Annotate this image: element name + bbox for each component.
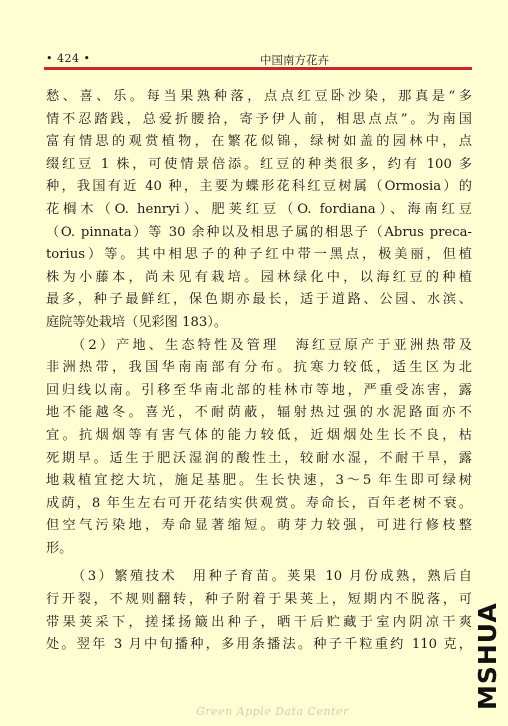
text-line: （O. pinnata）等 30 余种以及相思子属的相思子（Abrus preca- (46, 224, 472, 240)
side-logo (469, 602, 503, 714)
text-line: 庭院等处栽培（见彩图 183）。 (46, 314, 228, 330)
text-line: 愁、喜、乐。每当果熟种落，点点红豆卧沙染，那真是“多 (46, 89, 472, 104)
text-line: 地栽植宜挖大坑，施足基肥。生长快速，3～5 年生即可绿树 (46, 473, 472, 489)
text-line: 形。 (46, 540, 73, 556)
paragraph-3 (46, 566, 472, 656)
text-line: （3）繁殖技术 用种子育苗。荚果 10 月份成熟，熟后自 (72, 569, 472, 585)
body-text (46, 86, 472, 657)
text-line: 最多，种子最鲜红，保色期亦最长，适于道路、公园、水滨、 (46, 292, 472, 308)
text-line: 行开裂，不规则翻转，种子附着于果荚上，短期内不脱落，可 (46, 592, 472, 608)
text-line: 非洲热带，我国华南南部有分布。抗寒力较低，适生区为北 (46, 360, 472, 376)
text-line: 株为小藤本，尚未见有栽培。园林绿化中，以海红豆的种植 (46, 269, 472, 285)
text-line: （2）产地、生态特性及管理 海红豆原产于亚洲热带及 (72, 337, 472, 353)
paragraph-1 (46, 86, 472, 335)
text-line: 情不忍踏践，总爱折腰拾，寄予伊人前，相思点点”。为南国 (46, 111, 472, 127)
text-line: 成荫，8 年生左右可开花结实供观赏。寿命长，百年老树不衰。 (46, 495, 472, 511)
text-line: 富有情思的观赏植物，在繁花似锦，绿树如盖的园林中，点 (46, 134, 472, 150)
text-line: 地不能越冬。喜光，不耐荫蔽，辐射热过强的水泥路面亦不 (46, 405, 472, 421)
header-rule (44, 67, 472, 70)
text-line: 缀红豆 1 株，可使情景倍添。红豆的种类很多，约有 100 多 (46, 156, 472, 172)
text-line: torius）等。其中相思子的种子红中带一黑点，极美丽，但植 (46, 247, 472, 263)
paragraph-2 (46, 335, 472, 561)
text-line: 花榈木（O. henryi）、肥荚红豆（O. fordiana）、海南红豆 (46, 201, 472, 217)
text-line: 种，我国有近 40 种，主要为蝶形花科红豆树属（Ormosia）的 (46, 179, 472, 195)
text-line: 宜。抗烟烟等有害气体的能力较低，近烟烟处生长不良，枯 (46, 427, 472, 443)
side-logo-text: MSHUA (473, 602, 502, 710)
book-title: 中国南方花卉 (260, 53, 329, 67)
text-line: 但空气污染地，寿命显著缩短。萌芽力较强，可进行修枝整 (46, 518, 472, 534)
text-line: 处。翌年 3 月中旬播种，多用条播法。种子千粒重约 110 克， (46, 637, 472, 653)
text-line: 回归线以南。引移至华南北部的桂林市等地，严重受冻害，露 (46, 382, 472, 398)
running-header (44, 50, 468, 68)
text-line: 死期早。适生于肥沃湿润的酸性土，较耐水湿，不耐干旱，露 (46, 450, 472, 466)
page-number: • 424 • (46, 52, 91, 65)
watermark-text: Green Apple Data Center (196, 705, 349, 718)
text-line: 带果荚采下，搓揉扬簸出种子，晒干后贮藏于室内阴凉干爽 (46, 614, 472, 630)
